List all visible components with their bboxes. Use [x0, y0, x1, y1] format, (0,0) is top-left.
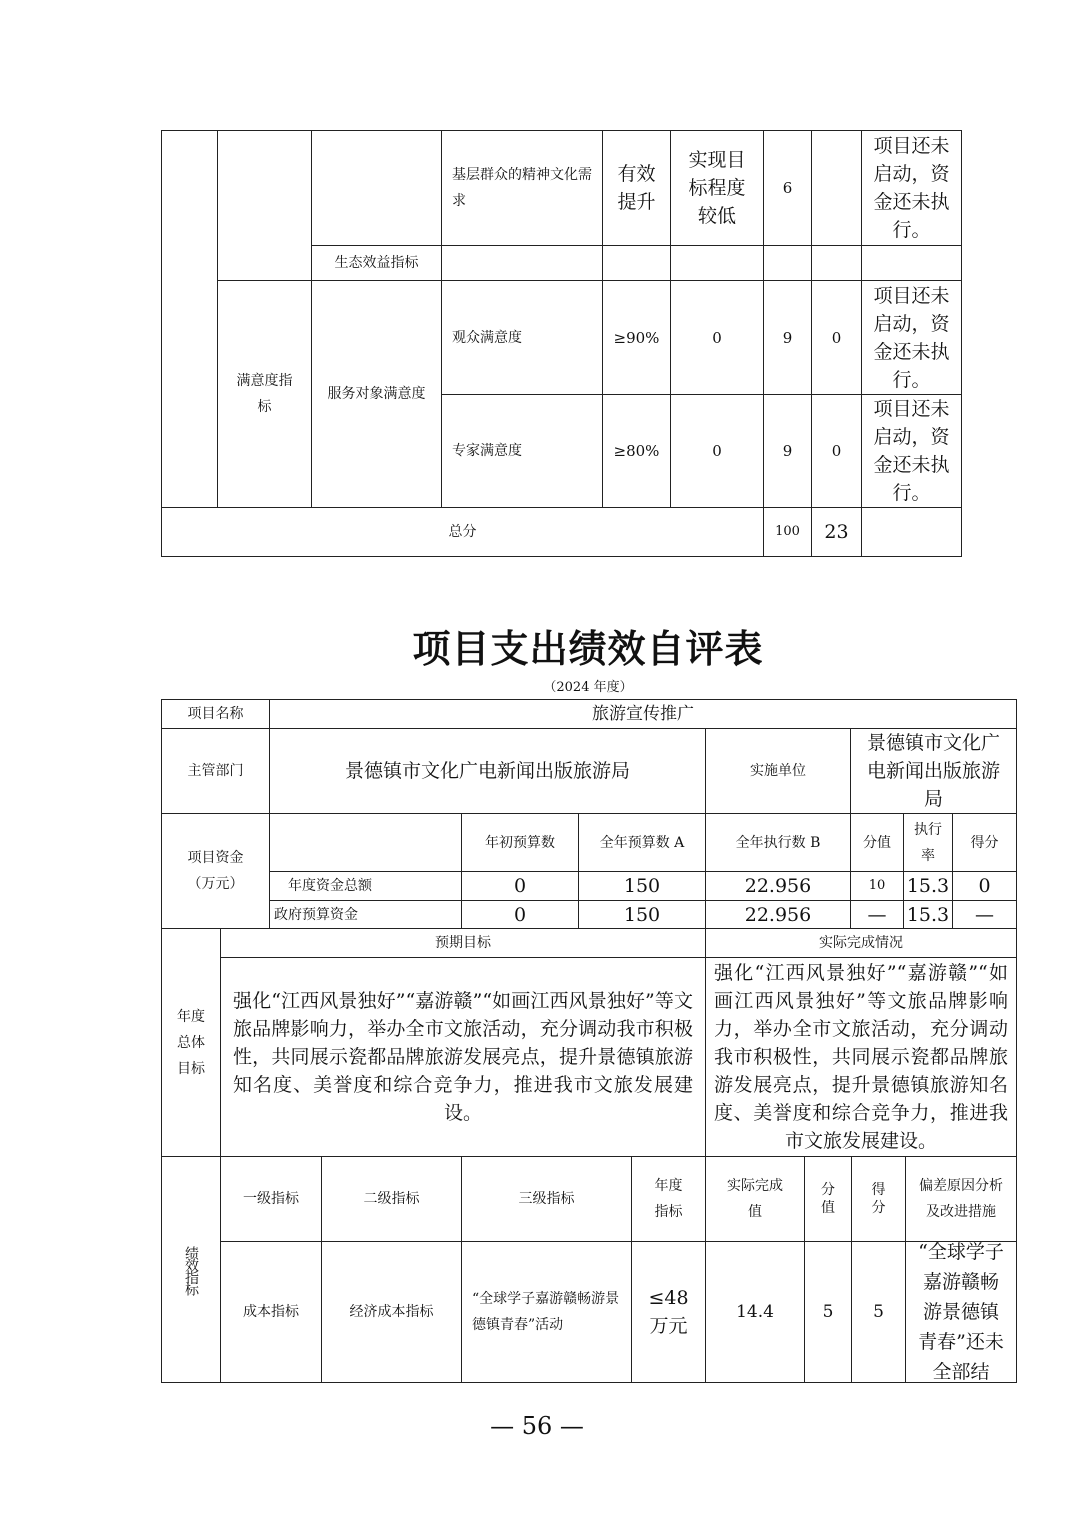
actual-text: 强化“江西风景独好”“嘉游赣”“如画江西风景独好”等文旅品牌影响力，举办全市文旅活动，充分调动我市积极性，共同展示瓷都品牌旅游发展亮点，提升景德镇旅游知名度、美誉度和综合竞争力，推进我市文旅发展建设。 [706, 958, 1017, 1157]
indicator-actual: 0 [671, 281, 764, 395]
cell-empty [603, 246, 671, 281]
perf-header: 二级指标 [322, 1157, 462, 1242]
funds-value: — [953, 901, 1017, 929]
perf-header: 得分 [852, 1157, 906, 1242]
indicator-reason: 项目还未启动，资金还未执行。 [862, 131, 962, 246]
indicator-target: 有效提升 [603, 131, 671, 246]
goal-label: 年度总体目标 [162, 929, 221, 1157]
indicator-target: ≥90% [603, 281, 671, 395]
total-score: 23 [812, 508, 862, 557]
level2-ecology: 生态效益指标 [312, 246, 442, 281]
year-label: （2024 年度） [543, 680, 633, 695]
funds-label: 项目资金（万元） [162, 814, 270, 929]
funds-header: 分值 [851, 814, 904, 872]
total-label: 总分 [162, 508, 764, 557]
cell-empty [812, 246, 862, 281]
actual-label: 实际完成情况 [706, 929, 1017, 958]
indicator-actual: 实现目标程度较低 [671, 131, 764, 246]
indicator-reason: 项目还未启动，资金还未执行。 [862, 395, 962, 508]
perf-value: “全球学子嘉游赣畅游景德镇青春”还未全部结 [906, 1242, 1017, 1383]
funds-value: 10 [851, 872, 904, 901]
funds-header: 全年预算数 A [579, 814, 706, 872]
funds-value: 22.956 [706, 872, 851, 901]
funds-header: 得分 [953, 814, 1017, 872]
project-name: 旅游宣传推广 [270, 700, 1017, 729]
indicator-table-continued [161, 130, 962, 557]
perf-label-text: 绩效指标 [183, 1245, 199, 1294]
indicator-actual: 0 [671, 395, 764, 508]
funds-value: 0 [953, 872, 1017, 901]
perf-value: 5 [852, 1242, 906, 1383]
indicator-weight: 9 [764, 281, 812, 395]
cell-empty [862, 508, 962, 557]
funds-header: 年初预算数 [462, 814, 579, 872]
funds-value: 22.956 [706, 901, 851, 929]
indicator-score [812, 131, 862, 246]
funds-value: 15.3 [904, 872, 953, 901]
funds-row-label: 政府预算资金 [270, 901, 462, 929]
perf-header: 实际完成值 [706, 1157, 805, 1242]
perf-header: 分值 [805, 1157, 852, 1242]
indicator-name: 专家满意度 [442, 395, 603, 508]
cell-empty [162, 131, 218, 508]
level2-satisfaction: 服务对象满意度 [312, 281, 442, 508]
funds-value: — [851, 901, 904, 929]
indicator-score: 0 [812, 395, 862, 508]
perf-header: 三级指标 [462, 1157, 632, 1242]
total-weight: 100 [764, 508, 812, 557]
indicator-reason: 项目还未启动，资金还未执行。 [862, 281, 962, 395]
perf-header: 一级指标 [221, 1157, 322, 1242]
cell-empty [312, 131, 442, 246]
indicator-target: ≥80% [603, 395, 671, 508]
funds-row-label: 年度资金总额 [270, 872, 462, 901]
perf-label [162, 1157, 221, 1383]
dept-label: 主管部门 [162, 729, 270, 814]
indicator-weight: 9 [764, 395, 812, 508]
perf-value: 成本指标 [221, 1242, 322, 1383]
cell-empty [442, 246, 603, 281]
funds-value: 0 [462, 872, 579, 901]
perf-value: 5 [805, 1242, 852, 1383]
cell-empty [862, 246, 962, 281]
funds-value: 150 [579, 872, 706, 901]
dept: 景德镇市文化广电新闻出版旅游局 [270, 729, 706, 814]
indicator-name: 观众满意度 [442, 281, 603, 395]
project-name-label: 项目名称 [162, 700, 270, 729]
funds-value: 15.3 [904, 901, 953, 929]
indicator-score: 0 [812, 281, 862, 395]
funds-value: 150 [579, 901, 706, 929]
perf-value: ≤48万元 [632, 1242, 706, 1383]
page-title: 项目支出绩效自评表 [412, 626, 764, 671]
funds-header: 全年执行数 B [706, 814, 851, 872]
cell-empty [270, 814, 462, 872]
level1-satisfaction: 满意度指标 [218, 281, 312, 508]
cell-empty [671, 246, 764, 281]
perf-value: 14.4 [706, 1242, 805, 1383]
self-evaluation-table [161, 699, 1017, 1383]
perf-value: “全球学子嘉游赣畅游景德镇青春”活动 [462, 1242, 632, 1383]
perf-value: 经济成本指标 [322, 1242, 462, 1383]
expected-label: 预期目标 [221, 929, 706, 958]
perf-header: 偏差原因分析及改进措施 [906, 1157, 1017, 1242]
cell-empty [218, 131, 312, 281]
indicator-name: 基层群众的精神文化需求 [442, 131, 603, 246]
page-number: — 56 — [490, 1412, 584, 1440]
funds-header: 执行率 [904, 814, 953, 872]
funds-value: 0 [462, 901, 579, 929]
impl: 景德镇市文化广电新闻出版旅游局 [851, 729, 1017, 814]
perf-header: 年度指标 [632, 1157, 706, 1242]
impl-label: 实施单位 [706, 729, 851, 814]
cell-empty [764, 246, 812, 281]
indicator-weight: 6 [764, 131, 812, 246]
expected-text: 强化“江西风景独好”“嘉游赣”“如画江西风景独好”等文旅品牌影响力，举办全市文旅活动，充分调动我市积极性，共同展示瓷都品牌旅游发展亮点，提升景德镇旅游知名度、美誉度和综合竞争力，推进我市文旅发展建设。 [221, 958, 706, 1157]
